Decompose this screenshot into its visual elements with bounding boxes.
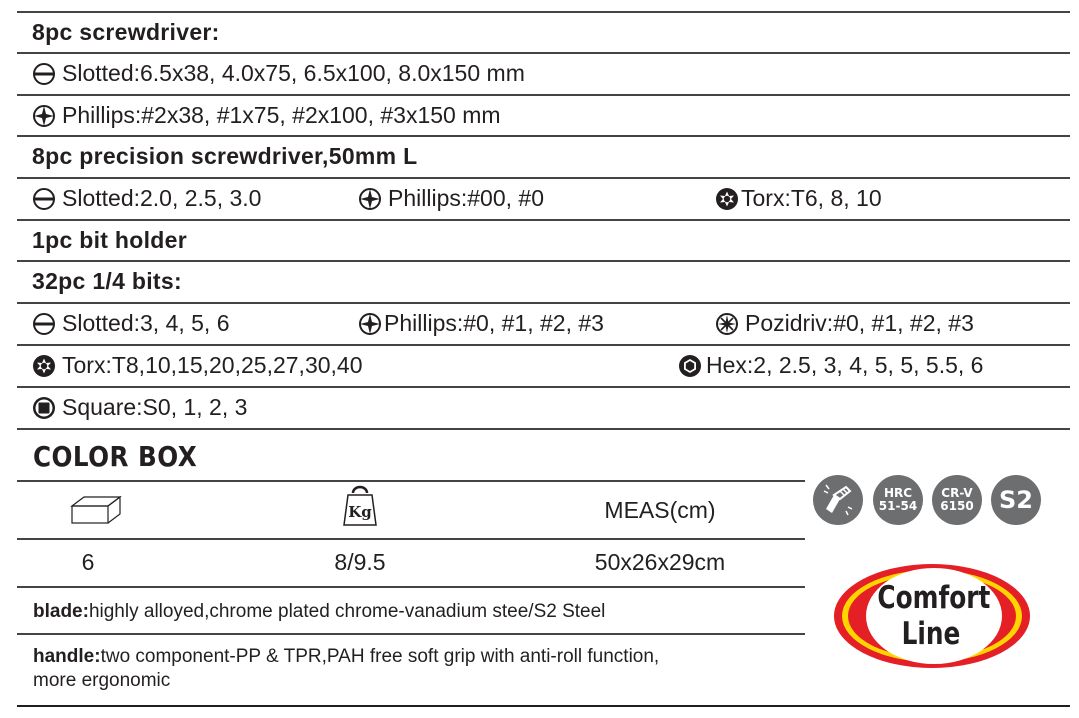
heading-text: 8pc screwdriver: <box>32 19 220 45</box>
bits-square-spec: Square:S0, 1, 2, 3 <box>62 394 248 420</box>
slotted-spec: Slotted:6.5x38, 4.0x75, 6.5x100, 8.0x150 mm <box>62 60 525 86</box>
rule <box>17 480 805 482</box>
weight-label: Kg <box>348 503 372 521</box>
box-quantity: 6 <box>81 549 95 575</box>
handle-note <box>33 645 659 693</box>
bits-row-2 <box>32 345 1062 386</box>
pozidriv-icon <box>715 312 739 336</box>
hrc-line-1: HRC <box>883 486 913 500</box>
bits-row-3 <box>32 387 247 428</box>
crv-badge <box>932 475 982 525</box>
hrc-line-2: 51-54 <box>878 499 918 513</box>
rule <box>17 705 1070 707</box>
box-icon <box>70 494 122 526</box>
heading-text: 32pc 1/4 bits: <box>32 268 182 294</box>
handle-label: handle: <box>33 646 101 667</box>
color-box-title: COLOR BOX <box>33 440 198 473</box>
logo-line-1: Comfort <box>877 580 991 616</box>
rule <box>17 586 805 588</box>
square-icon <box>32 396 56 420</box>
bits-slotted-spec: Slotted:3, 4, 5, 6 <box>62 310 230 336</box>
phillips-spec: Phillips:#2x38, #1x75, #2x100, #3x150 mm <box>62 102 501 128</box>
bits-phillips-spec: Phillips:#0, #1, #2, #3 <box>384 310 604 336</box>
weight-icon <box>342 485 378 527</box>
meas-header: MEAS(cm) <box>604 497 716 523</box>
heading-text: 8pc precision screwdriver,50mm L <box>32 143 418 169</box>
comfort-line-text <box>877 580 991 652</box>
bits-torx-spec: Torx:T8,10,15,20,25,27,30,40 <box>62 352 363 378</box>
slotted-icon <box>32 62 56 86</box>
bits-hex-spec: Hex:2, 2.5, 3, 4, 5, 5, 5.5, 6 <box>706 352 984 378</box>
slotted-icon <box>32 187 56 211</box>
heading-precision <box>32 136 417 177</box>
heading-bit-holder <box>32 220 187 261</box>
slotted-row <box>32 53 525 94</box>
rule <box>17 428 1070 430</box>
bits-pozidriv-spec: Pozidriv:#0, #1, #2, #3 <box>745 310 974 336</box>
rule <box>17 633 805 635</box>
crv-line-1: CR-V <box>941 486 973 500</box>
precision-slotted-spec: Slotted:2.0, 2.5, 3.0 <box>62 185 262 211</box>
phillips-icon <box>358 187 382 211</box>
heading-bits <box>32 261 182 302</box>
box-weight: 8/9.5 <box>334 549 386 575</box>
precision-phillips <box>358 178 544 219</box>
magnet-icon <box>820 481 856 520</box>
crv-line-2: 6150 <box>940 499 974 513</box>
rule <box>17 538 805 540</box>
precision-row <box>32 178 1062 219</box>
handle-text-1: two component-PP & TPR,PAH free soft grip with anti-roll function, <box>100 646 660 667</box>
heading-text: 1pc bit holder <box>32 227 187 253</box>
slotted-icon <box>32 312 56 336</box>
precision-torx <box>715 178 882 219</box>
heading-8pc-screwdriver <box>32 12 220 53</box>
bits-phillips <box>358 303 604 344</box>
torx-icon <box>32 354 56 378</box>
precision-torx-spec: Torx:T6, 8, 10 <box>741 185 882 211</box>
bits-pozidriv <box>715 303 974 344</box>
bits-row-1 <box>32 303 1062 344</box>
hex-icon <box>678 354 702 378</box>
phillips-icon <box>32 104 56 128</box>
logo-line-2: Line <box>901 616 961 652</box>
precision-phillips-spec: Phillips:#00, #0 <box>388 185 544 211</box>
phillips-row <box>32 95 501 136</box>
box-measurement: 50x26x29cm <box>594 549 726 575</box>
hrc-badge <box>873 475 923 525</box>
torx-icon <box>715 187 739 211</box>
phillips-icon <box>358 312 382 336</box>
blade-label: blade: <box>33 601 89 622</box>
bits-torx <box>32 345 363 386</box>
magnet-badge <box>813 475 863 525</box>
handle-text-2: more ergonomic <box>33 670 171 691</box>
s2-badge: S2 <box>991 475 1041 525</box>
bits-slotted <box>32 303 230 344</box>
blade-note <box>33 600 605 624</box>
blade-text: highly alloyed,chrome plated chrome-vanadium stee/S2 Steel <box>88 601 606 622</box>
precision-slotted <box>32 178 261 219</box>
bits-hex <box>678 345 983 386</box>
